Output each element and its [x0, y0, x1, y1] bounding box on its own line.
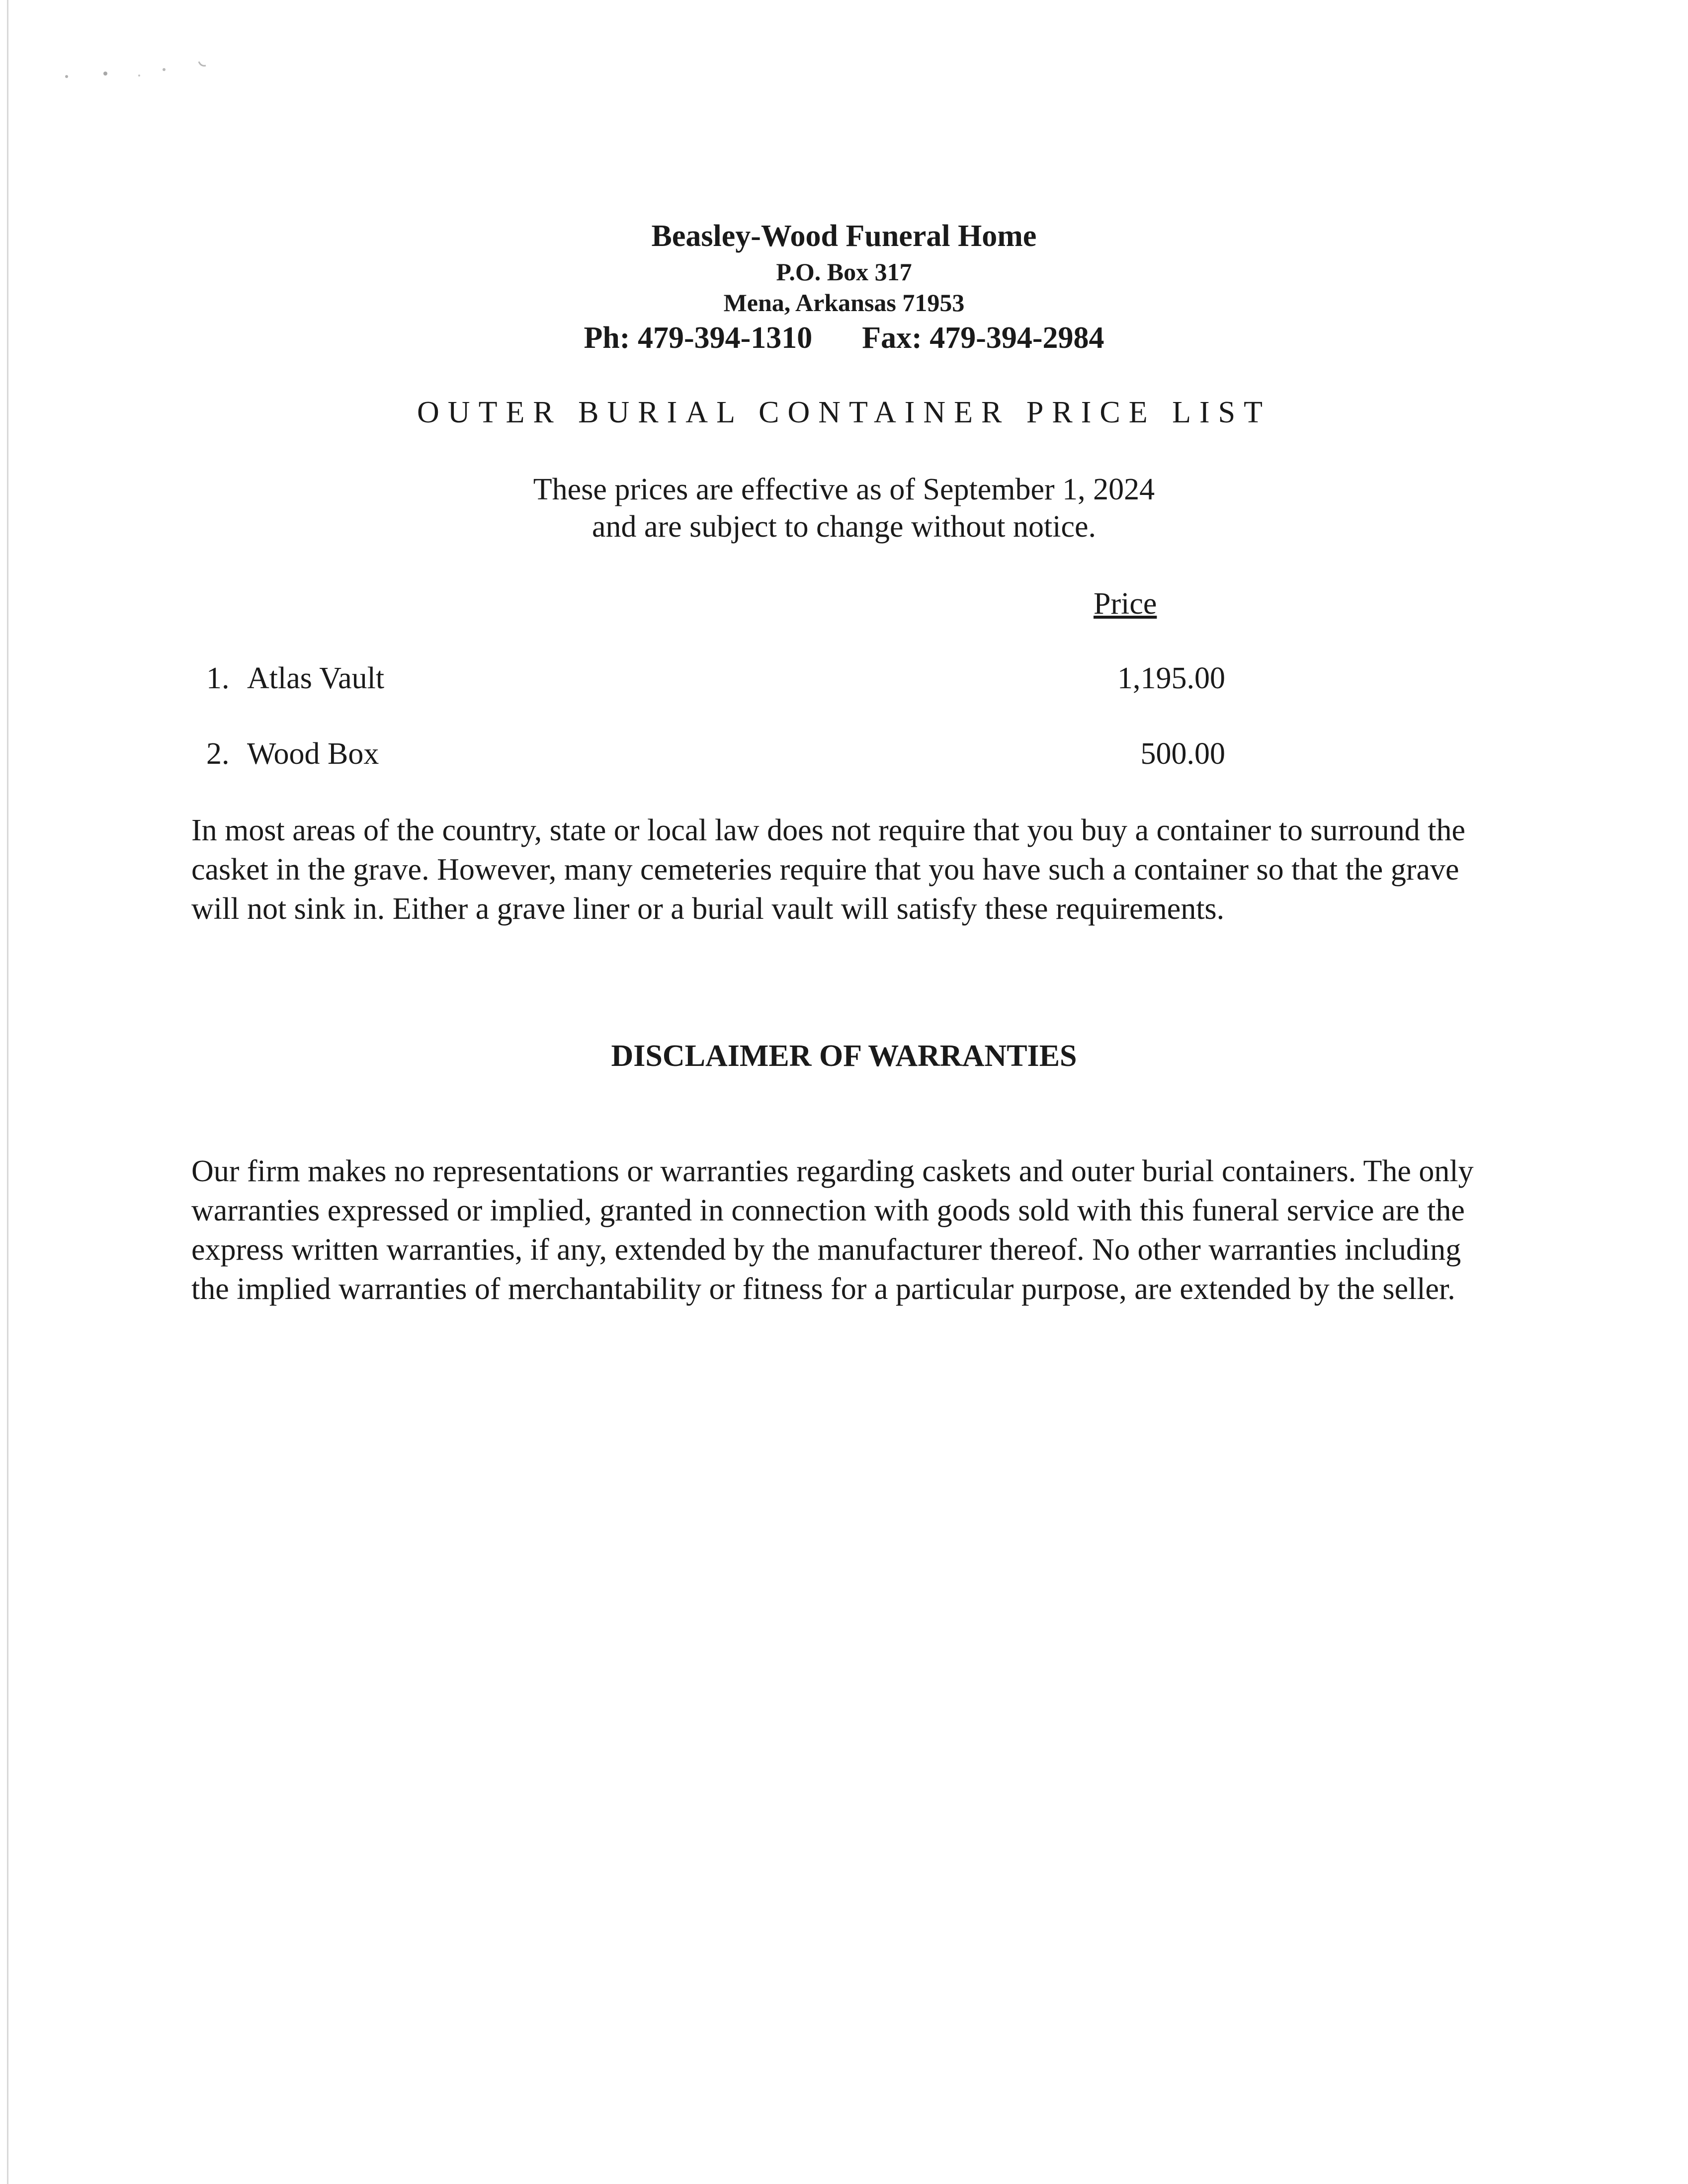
container-requirement-notice: In most areas of the country, state or local law does not require that you buy a container to surround the casket in the grave. However, many cemeteries require that you have such a container so that the grave will not sink in. Either a grave liner or a burial vault will satisfy these requirements. [191, 813, 1466, 926]
item-price: 500.00 [1140, 737, 1225, 771]
firm-po-box: P.O. Box 317 [776, 258, 912, 286]
item-label [206, 736, 379, 772]
phone-number: Ph: 479-394-1310 [584, 321, 813, 355]
contact-line [0, 321, 1688, 356]
change-notice-line: and are subject to change without notice. [591, 510, 1097, 544]
fax-number: Fax: 479-394-2984 [862, 321, 1104, 355]
item-label [206, 661, 384, 696]
firm-city-state-zip: Mena, Arkansas 71953 [723, 289, 965, 317]
item-name: Atlas Vault [247, 661, 385, 695]
effective-date-line: These prices are effective as of September 1, 2024 [533, 473, 1155, 506]
price-column-header: Price [1094, 587, 1157, 621]
scan-specks [60, 55, 219, 84]
item-number: 1. [206, 661, 230, 695]
item-number: 2. [206, 737, 230, 771]
item-name: Wood Box [247, 737, 379, 771]
disclaimer-text: Our firm makes no representations or warranties regarding caskets and outer burial containers. The only warranties expressed or implied, granted in connection with goods sold with this funeral service are the express written warranties, if any, extended by the manufacturer thereof. No other warranties including the implied warranties of merchantability or fitness for a particular purpose, are extended by the seller. [191, 1154, 1474, 1306]
item-price: 1,195.00 [1117, 661, 1225, 695]
disclaimer-heading: DISCLAIMER OF WARRANTIES [611, 1039, 1077, 1073]
firm-name: Beasley-Wood Funeral Home [651, 219, 1037, 253]
document-title: OUTER BURIAL CONTAINER PRICE LIST [417, 396, 1271, 429]
